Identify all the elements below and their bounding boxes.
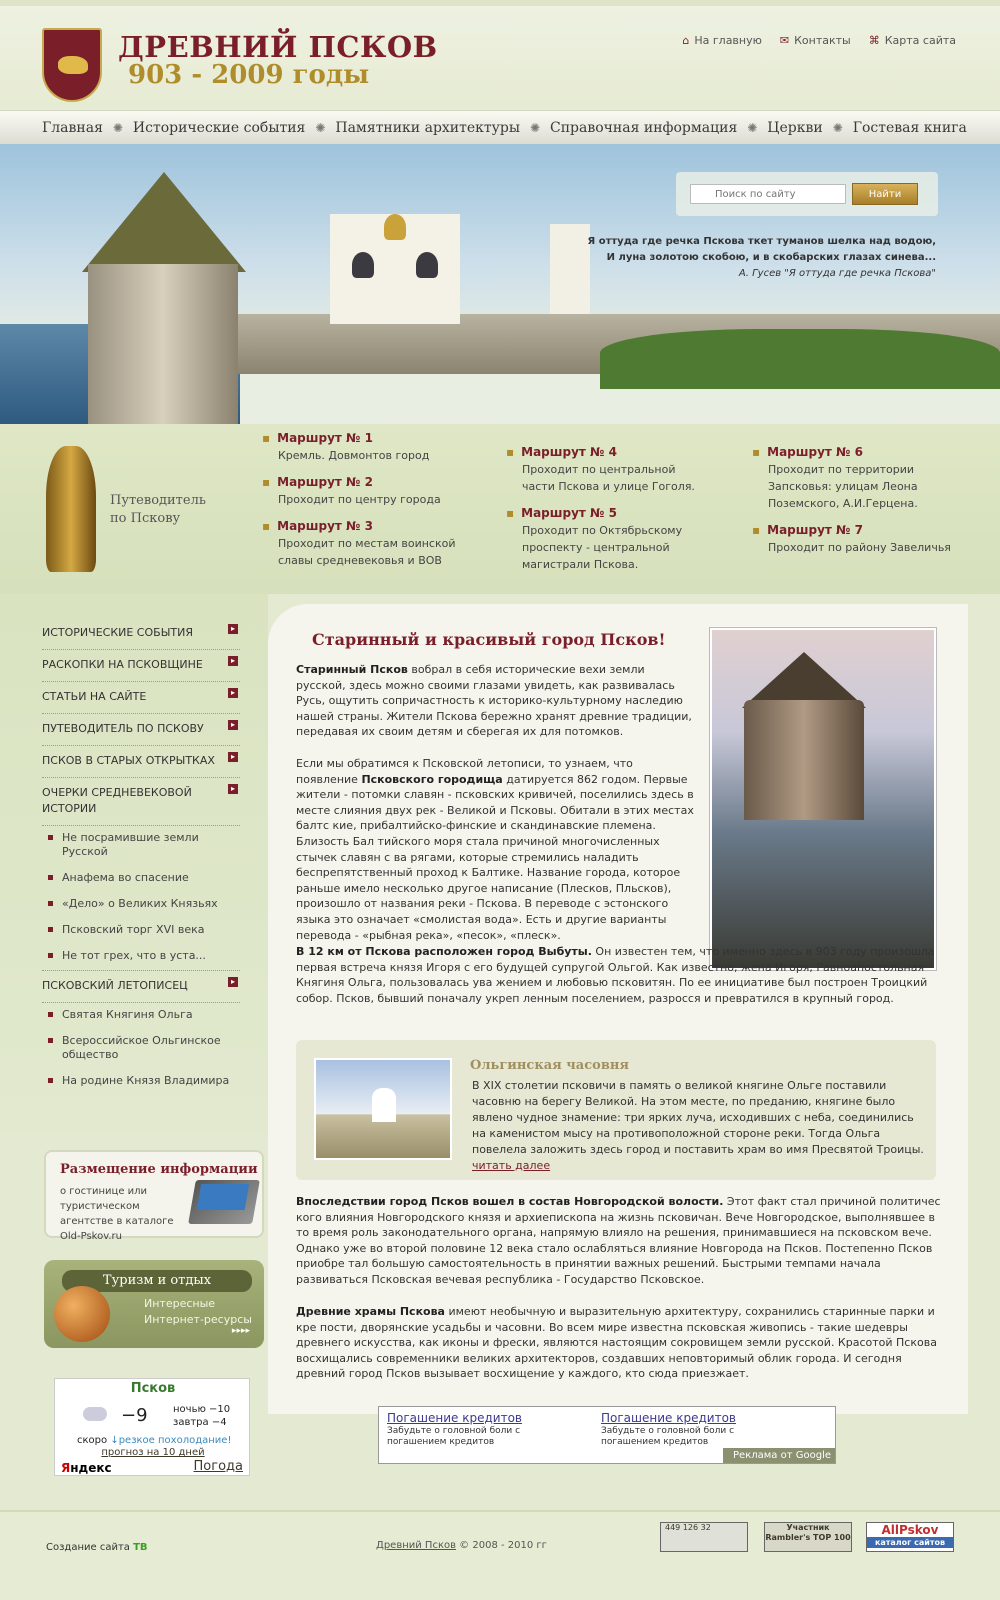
sidebar-subitem[interactable]: Не посрамившие земли Русской (42, 826, 240, 866)
routes-column-2 (506, 444, 706, 583)
route-item[interactable]: ▪ Маршрут № 6 Проходит по территории Запсковья: улицам Леона Поземского, А.И.Герцена. (752, 444, 952, 512)
paragraph-3: В 12 км от Пскова расположен город Выбуты. Он известен тем, что именно здесь в 903 году произошла первая встреча князя Игоря с его будущей супругой Ольгой. Как известно, жена Игоря, Равноапостольная Княгиня Ольга, пользовалась ува жением и любовью псковитян. По ее инициативе был построен Троицкий собор. Псков, бывший поначалу укреп ленным поселением, разросся и превратился в крупный город. (296, 945, 935, 1005)
weather-widget: Псков −9 ночью −10 завтра −4 скоро ↓резкое похолодание! прогноз на 10 дней Яндекс Погода (54, 1378, 250, 1476)
site-subtitle: 903 - 2009 годы (128, 60, 370, 90)
nav-home[interactable]: Главная (42, 119, 103, 136)
catalog-link[interactable]: каталоге Old-Pskov.ru (60, 1216, 174, 1242)
routes-panel (0, 424, 1000, 594)
nav-separator-icon: ✺ (112, 120, 123, 135)
nav-reference[interactable]: Справочная информация (550, 119, 738, 136)
nav-churches[interactable]: Церкви (767, 119, 823, 136)
nav-separator-icon: ✺ (832, 120, 843, 135)
laptop-icon (188, 1180, 260, 1224)
tb-link[interactable]: TB (133, 1542, 148, 1553)
sidebar-subitem[interactable]: Всероссийское Ольгинское общество (42, 1029, 240, 1069)
routes-column-1 (262, 430, 462, 579)
paragraph-1: Старинный Псков вобрал в себя исторические вехи земли русской, здесь можно своими глазами увидеть, как развивалась Русь, ощутить сопричастность к историко-культурному наследию нашей страны. Жители Пскова бережно хранят древние традиции, передавая их своим детям и сберегая их для потомков. (296, 663, 692, 739)
info-placement-box[interactable]: Размещение информации о гостинице или туристическом агентстве в каталоге Old-Pskov.ru (44, 1150, 264, 1238)
sidebar-item[interactable]: СТАТЬИ НА САЙТЕ ▸ (42, 682, 240, 714)
sidebar-subitem[interactable]: Анафема во спасение (42, 866, 240, 892)
route-item[interactable]: ▪ Маршрут № 7 Проходит по району Завеличья (752, 522, 952, 556)
tower-image (88, 264, 238, 424)
nav-guestbook[interactable]: Гостевая книга (852, 119, 967, 136)
ad-item[interactable]: Погашение кредитов Забудьте о головной боли с погашением кредитов (601, 1411, 736, 1447)
contacts-link[interactable]: ✉ Контакты (779, 34, 851, 47)
ads-label[interactable]: Реклама от Google (723, 1448, 835, 1463)
liveinternet-counter[interactable]: 449 126 32 (660, 1522, 748, 1552)
globe-icon (54, 1286, 110, 1342)
search-input[interactable] (690, 184, 846, 204)
sidebar-item[interactable]: РАСКОПКИ НА ПСКОВЩИНЕ ▸ (42, 650, 240, 682)
route-item[interactable]: ▪ Маршрут № 2 Проходит по центру города (262, 474, 462, 508)
route-item[interactable]: ▪ Маршрут № 5 Проходит по Октябрьскому проспекту - центральной магистрали Пскова. (506, 505, 706, 573)
top-links (682, 34, 956, 47)
main-nav (0, 110, 1000, 144)
route-item[interactable]: ▪ Маршрут № 3 Проходит по местам воинской славы средневековья и ВОВ (262, 518, 462, 569)
arrow-down-icon: ↓ (110, 1435, 119, 1446)
nav-history[interactable]: Исторические события (132, 119, 306, 136)
arrows-icon: ▸▸▸▸ (231, 1326, 250, 1336)
search-panel (676, 172, 938, 216)
home-link[interactable]: ⌂ На главную (682, 34, 762, 47)
gold-dome-icon (384, 214, 406, 240)
sidebar-subitem[interactable]: Псковский торг XVI века (42, 918, 240, 944)
sidebar-item[interactable]: ОЧЕРКИ СРЕДНЕВЕКОВОЙ ИСТОРИИ ▸ (42, 778, 240, 826)
dome-icon (352, 252, 374, 278)
route-item[interactable]: ▪ Маршрут № 1 Кремль. Довмонтов город (262, 430, 462, 464)
trees-image (600, 329, 1000, 389)
nav-architecture[interactable]: Памятники архитектуры (335, 119, 520, 136)
nav-separator-icon: ✺ (747, 120, 758, 135)
sitemap-icon: ⌘ (868, 34, 880, 47)
mail-icon: ✉ (779, 34, 790, 47)
sitemap-link[interactable]: ⌘ Карта сайта (868, 34, 956, 47)
forecast-link[interactable]: прогноз на 10 дней (101, 1447, 205, 1458)
hero-banner (0, 144, 1000, 424)
created-by: Создание сайта TB (46, 1542, 148, 1553)
nav-separator-icon: ✺ (315, 120, 326, 135)
site-footer (0, 1510, 1000, 1600)
main-content (268, 604, 968, 1461)
route-item[interactable]: ▪ Маршрут № 4 Проходит по центральной части Пскова и улице Гоголя. (506, 444, 706, 495)
sidebar-item[interactable]: ПСКОВ В СТАРЫХ ОТКРЫТКАХ ▸ (42, 746, 240, 778)
rambler-counter[interactable]: Участник Rambler's TOP 100 (764, 1522, 852, 1552)
sidebar-item[interactable]: ПСКОВСКИЙ ЛЕТОПИСЕЦ ▸ (42, 971, 240, 1003)
paragraph-5: Древние храмы Пскова имеют необычную и выразительную архитектуру, сохранились старинные парки и кре пости, дворянские усадьбы и часовни. Во всем мире известна псковская живопись - такие шедевры древнего искусства, как иконы и фрески, являются настоящим сокровищем земли русской. Красотой Пскова восхищались современники великих архитекторов, создавших неповторимый облик города. И сегодня древний город Псков вызывает восхищение у каждого, кто сюда приезжает. (296, 1305, 937, 1381)
sidebar-subitem[interactable]: «Дело» о Великих Князьях (42, 892, 240, 918)
dome-icon (416, 252, 438, 278)
chapel-title: Ольгинская часовня (470, 1058, 629, 1073)
sidebar (0, 594, 268, 1134)
paragraph-2: Если мы обратимся к Псковской летописи, то узнаем, что появление Псковского городища датируется 862 годом. Первые жители - потомки славян - псковских кривичей, поселились здесь в месте слияния двух рек - Великой и Псковы. Обитали в этих местах балтс кие, прибалтийско-финские и скандинавские племена. Близость Бал тийского моря стала причиной многочисленных стычек славян с ва рягами, которые стремились наладить беспрепятственный проход к Балтике. Название города, которое раньше имело несколько другое написание (Плесков, Пльсков), произошло от названия реки - Псковa. В переводе с эстонского языка это означает «смолистая вода». Есть и другие варианты перевода - «рыбная река», «песок», «плеск». (296, 757, 694, 942)
paragraph-4: Впоследствии город Псков вошел в состав Новгородской волости. Этот факт стал причиной политичес кого влияния Новгородского князя и архиепископа на жизнь псковичан. Вече Новгородское, выполнявшее в то время роль законодательного органа, напрямую влияло на решения, принимавшиеся на псковском вече. Однако уже во второй половине 12 века стало ослабляться влияние Новгорода на Псков. Постепенно Псков приобре тал большую самостоятельность в принятии важных решений. Быстрыми темпами начала развиваться Псковская вечевая республика - Государство Псковское. (296, 1195, 941, 1286)
pskov-crest-logo[interactable] (42, 28, 102, 102)
cathedral-image (330, 214, 460, 324)
tourism-box[interactable]: Туризм и отдых Интересные Интернет-ресурсы ▸▸▸▸ (44, 1260, 264, 1348)
chapel-photo[interactable] (314, 1058, 452, 1160)
tower-wall-photo (744, 700, 864, 820)
sidebar-subitem[interactable]: Не тот грех, что в уста... (42, 944, 240, 971)
site-link[interactable]: Древний Псков (376, 1540, 456, 1551)
home-icon: ⌂ (682, 34, 690, 47)
sidebar-subitem[interactable]: На родине Князя Владимира (42, 1069, 240, 1095)
read-more-link[interactable]: читать далее (472, 1159, 551, 1172)
belfry-image (550, 224, 590, 314)
sidebar-item[interactable]: ПУТЕВОДИТЕЛЬ ПО ПСКОВУ ▸ (42, 714, 240, 746)
yandex-logo[interactable]: Яндекс (61, 1461, 112, 1475)
weather-link[interactable]: Погода (193, 1459, 243, 1474)
copyright: Древний Псков © 2008 - 2010 гг (376, 1540, 547, 1551)
search-button[interactable]: Найти (852, 183, 918, 205)
tower-photo (710, 628, 936, 970)
sidebar-menu (42, 618, 240, 1095)
allpskov-counter[interactable]: AllPskov каталог сайтов (866, 1522, 954, 1552)
guide-title: Путеводитель по Пскову (110, 493, 206, 526)
cloud-icon (83, 1407, 107, 1421)
tower-roof-image (82, 172, 246, 272)
page-title: Старинный и красивый город Псков! (312, 630, 666, 649)
ad-item[interactable]: Погашение кредитов Забудьте о головной боли с погашением кредитов (387, 1411, 522, 1447)
statue-image (46, 446, 96, 572)
sidebar-subitem[interactable]: Святая Княгиня Ольга (42, 1003, 240, 1029)
google-ads (378, 1406, 836, 1464)
sidebar-item[interactable]: ИСТОРИЧЕСКИЕ СОБЫТИЯ ▸ (42, 618, 240, 650)
site-title[interactable]: ДРЕВНИЙ ПСКОВ (118, 30, 438, 64)
chapel-box: Ольгинская часовня В XIX столетии псковичи в память о великой княгине Ольге поставили часовню на берегу Великой. На этом месте, по преданию, княгине было явлено чудное знамение: три ярких луча, исходивших с неба, соединились на каменистом мысу на противоположной стороне реки. Тогда Ольга повелела заложить здесь город и поставить храм во имя Пресвятой Троицы. читать далее (296, 1040, 936, 1180)
routes-column-3 (752, 444, 952, 566)
poem-quote: Я оттуда где речка Псковa ткет туманов шелка над водою, И луна золотою скобою, и в скобарских глазах синева... А. Гусев "Я оттуда где речка Псковa" (587, 236, 936, 279)
nav-separator-icon: ✺ (529, 120, 541, 135)
site-header (0, 0, 1000, 110)
